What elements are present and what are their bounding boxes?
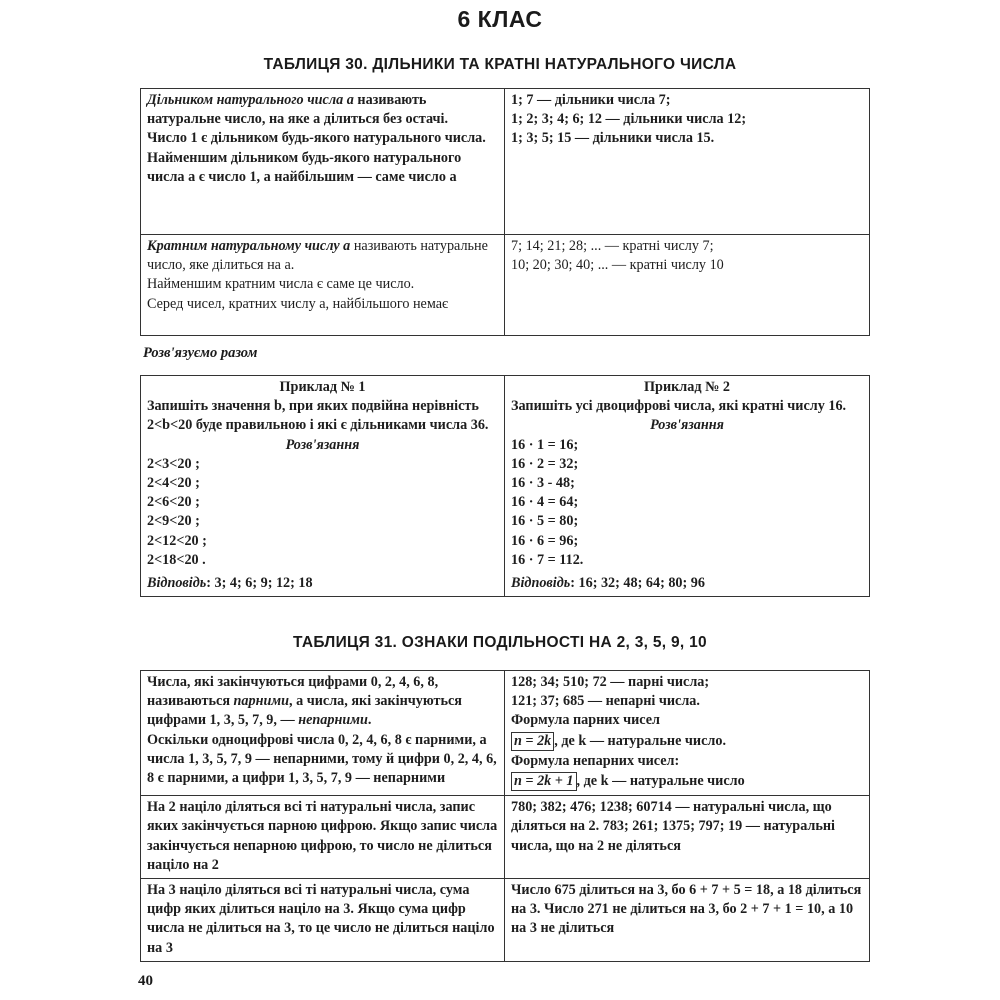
example-line: 1; 3; 5; 15 — дільники числа 15.	[511, 130, 715, 147]
even-odd-definition-cell	[141, 671, 505, 796]
example-1-cell	[141, 376, 505, 597]
term-multiple: Кратним натуральному числу а	[147, 238, 351, 254]
term-odd: непарними	[298, 712, 368, 729]
solution-step: 16 · 5 = 80;	[511, 513, 579, 530]
page-title: 6 КЛАС	[457, 6, 543, 32]
solution-label: Розв'язання	[285, 436, 360, 453]
term-divisor: Дільником натурального числа а	[147, 92, 354, 108]
formula-note: , де k — натуральне число	[576, 773, 745, 790]
answer-label: Відповідь	[147, 575, 207, 592]
definition-text: , а числа, які закінчуються цифрами 1, 3, 5, 7, 9, —	[147, 693, 462, 729]
table-row	[141, 879, 870, 962]
term-even: парними	[233, 693, 290, 710]
table-row	[141, 671, 870, 796]
example-line: 7; 14; 21; 28; ... — кратні числу 7;	[511, 238, 714, 254]
answer-value: : 16; 32; 48; 64; 80; 96	[570, 575, 705, 592]
examples-multiple-cell	[505, 235, 870, 336]
definition-text: Найменшим дільником будь-якого натурального числа а є число 1, а найбільшим — саме число а	[147, 149, 462, 185]
example-line: 10; 20; 30; 40; ... — кратні числу 10	[511, 257, 724, 274]
definition-divisor-cell	[141, 89, 505, 235]
solution-step: 16 · 6 = 96;	[511, 532, 579, 549]
solution-step: 16 · 7 = 112.	[511, 551, 584, 568]
divisible-by-2-rule-cell: На 2 націло діляться всі ті натуральні числа, запис яких закінчується парною цифрою. Якщо запис числа закінчується непарною цифрою, то число не ділиться націло на 2	[141, 796, 505, 879]
table-row	[141, 796, 870, 879]
definition-text: Число 1 є дільником будь-якого натурального числа.	[147, 130, 486, 147]
definition-multiple-cell	[141, 235, 505, 336]
definition-text: а ділиться без остачі.	[313, 111, 449, 128]
solution-step: 16 · 3 - 48;	[511, 475, 575, 492]
solution-label: Розв'язання	[650, 417, 724, 434]
solution-step: 2<12<20 ;	[147, 532, 207, 549]
formula-odd: n = 2k + 1	[511, 772, 577, 791]
example-heading: Приклад № 1	[279, 379, 366, 395]
solution-step: 2<4<20 ;	[147, 475, 200, 492]
definition-text: .	[367, 712, 372, 729]
divisible-by-3-rule-cell: На 3 націло діляться всі ті натуральні числа, сума цифр яких ділиться націло на 3. Якщо сума цифр числа не ділиться на 3, то це число не ділиться націло на 3	[141, 879, 505, 962]
table-31-title: ТАБЛИЦЯ 31. ОЗНАКИ ПОДІЛЬНОСТІ НА 2, 3, 5, 9, 10	[293, 634, 707, 651]
table-row	[141, 376, 870, 597]
solution-step: 16 · 2 = 32;	[511, 455, 579, 472]
example-2-cell	[505, 376, 870, 597]
example-line: Формула парних чисел	[511, 712, 661, 729]
solution-step: 16 · 1 = 16;	[511, 436, 579, 453]
solve-together-label: Розв'язуємо разом	[143, 345, 258, 361]
answer-label: Відповідь	[511, 575, 571, 592]
table-31	[140, 670, 870, 962]
example-line: 1; 2; 3; 4; 6; 12 — дільники числа 12;	[511, 111, 747, 128]
solution-step: 2<3<20 ;	[147, 455, 200, 472]
formula-note: , де k — натуральне число.	[554, 732, 726, 749]
definition-text: Найменшим кратним числа є саме це число.	[147, 276, 415, 293]
page-number: 40	[138, 973, 153, 989]
definition-text: Числа, які закінчуються цифрами 0, 2, 4, 6, 8, називаються	[147, 674, 439, 710]
table-30-title: ТАБЛИЦЯ 30. ДІЛЬНИКИ ТА КРАТНІ НАТУРАЛЬНОГО ЧИСЛА	[263, 56, 737, 73]
solution-step: 16 · 4 = 64;	[511, 494, 579, 511]
example-line: 128; 34; 510; 72 — парні числа;	[511, 674, 710, 690]
definition-text: називають натуральне число, на яке	[147, 92, 427, 128]
divisible-by-3-examples-cell: Число 675 ділиться на 3, бо 6 + 7 + 5 = 18, а 18 ділиться на 3. Число 271 не ділиться на 3, бо 2 + 7 + 1 = 10, а 10 на 3 не ділиться	[505, 879, 870, 962]
formula-even: n = 2k	[511, 732, 554, 751]
table-30	[140, 88, 870, 336]
examples-table	[140, 375, 870, 597]
example-task: Запишіть усі двоцифрові числа, які кратні числу 16.	[511, 398, 847, 415]
table-row	[141, 89, 870, 235]
solution-step: 2<9<20 ;	[147, 513, 200, 530]
example-heading: Приклад № 2	[644, 379, 730, 395]
table-row	[141, 235, 870, 336]
definition-text: Серед чисел, кратних числу а, найбільшого немає	[147, 295, 449, 312]
even-odd-examples-cell	[505, 671, 870, 796]
examples-divisor-cell	[505, 89, 870, 235]
divisible-by-2-examples-cell: 780; 382; 476; 1238; 60714 — натуральні числа, що діляться на 2. 783; 261; 1375; 797; 19 — натуральні числа, що на 2 не діляться	[505, 796, 870, 879]
example-line: 121; 37; 685 — непарні числа.	[511, 693, 700, 710]
answer-value: : 3; 4; 6; 9; 12; 18	[206, 575, 313, 592]
definition-text: називають натуральне число, яке ділиться на а.	[147, 238, 488, 274]
example-line: 1; 7 — дільники числа 7;	[511, 92, 671, 108]
solution-step: 2<6<20 ;	[147, 494, 200, 511]
example-task: Запишіть значення b, при яких подвійна нерівність 2<b<20 буде правильною і які є дільниками числа 36.	[147, 398, 489, 434]
solution-step: 2<18<20 .	[147, 551, 206, 568]
example-line: Формула непарних чисел:	[511, 752, 680, 769]
definition-text: Оскільки одноцифрові числа 0, 2, 4, 6, 8 є парними, а числа 1, 3, 5, 7, 9 — непарними, тому й цифри 0, 2, 4, 6, 8 є парними, а цифри 1, 3, 5, 7, 9 — непарними	[147, 731, 497, 787]
